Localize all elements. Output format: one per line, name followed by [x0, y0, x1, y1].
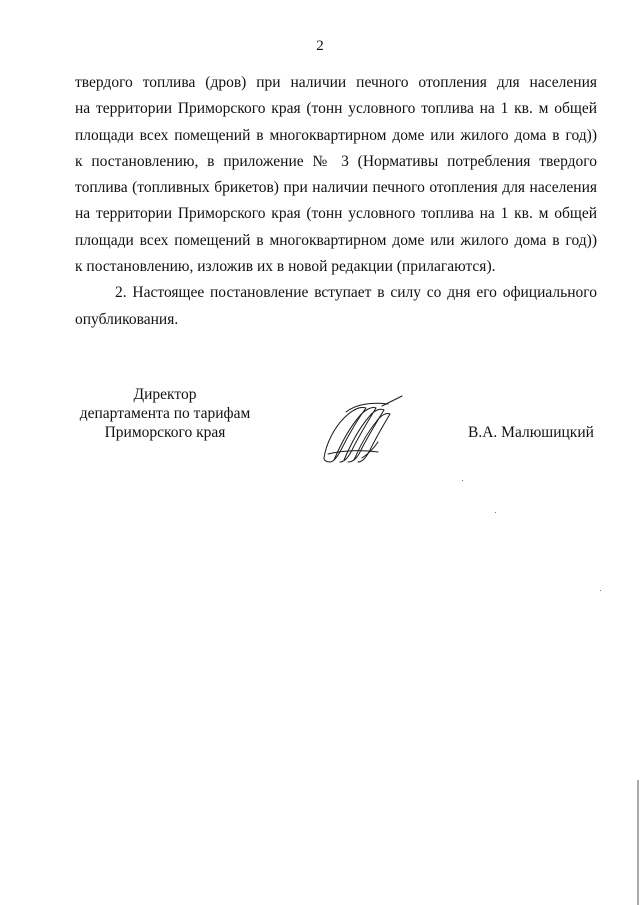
paragraph-1-line: твердого топлива (дров) при наличии печного отопления для населения [75, 74, 597, 91]
body-text [75, 70, 597, 333]
paragraph-2-line: опубликования. [75, 310, 179, 328]
scan-speck [462, 480, 463, 481]
paragraph-2-line: 2. Настоящее постановление вступает в силу со дня его официального [115, 284, 597, 302]
paragraph-1-line: к постановлению, изложив их в новой редакции (прилагаются). [75, 258, 496, 276]
scan-speck [600, 590, 601, 591]
paragraph-1-line: к постановлению, в приложение № 3 (Нормативы потребления твердого [75, 152, 597, 170]
paragraph-2 [75, 280, 597, 333]
signatory-name: В.А. Малюшицкий [468, 424, 594, 441]
signatory-position-line: департамента по тарифам [79, 405, 251, 422]
paragraph-1-line: топлива (топливных брикетов) при наличии печного отопления для населения [75, 179, 597, 197]
paragraph-1-line: на территории Приморского края (тонн условного топлива на 1 кв. м общей [75, 205, 597, 223]
paragraph-1-line: площади всех помещений в многоквартирном доме или жилого дома в год)) [75, 231, 597, 249]
scan-speck [495, 512, 496, 513]
scan-edge-mark [636, 0, 640, 905]
signatory-position-line: Приморского края [104, 424, 226, 441]
paragraph-1 [75, 70, 597, 280]
signatory-position-line: Директор [133, 386, 197, 403]
paragraph-1-line: на территории Приморского края (тонн условного топлива на 1 кв. м общей [75, 100, 597, 118]
page-number: 2 [316, 38, 324, 54]
paragraph-1-line: площади всех помещений в многоквартирном доме или жилого дома в год)) [75, 126, 597, 144]
signatory-position [60, 385, 270, 442]
handwritten-signature [316, 392, 406, 467]
